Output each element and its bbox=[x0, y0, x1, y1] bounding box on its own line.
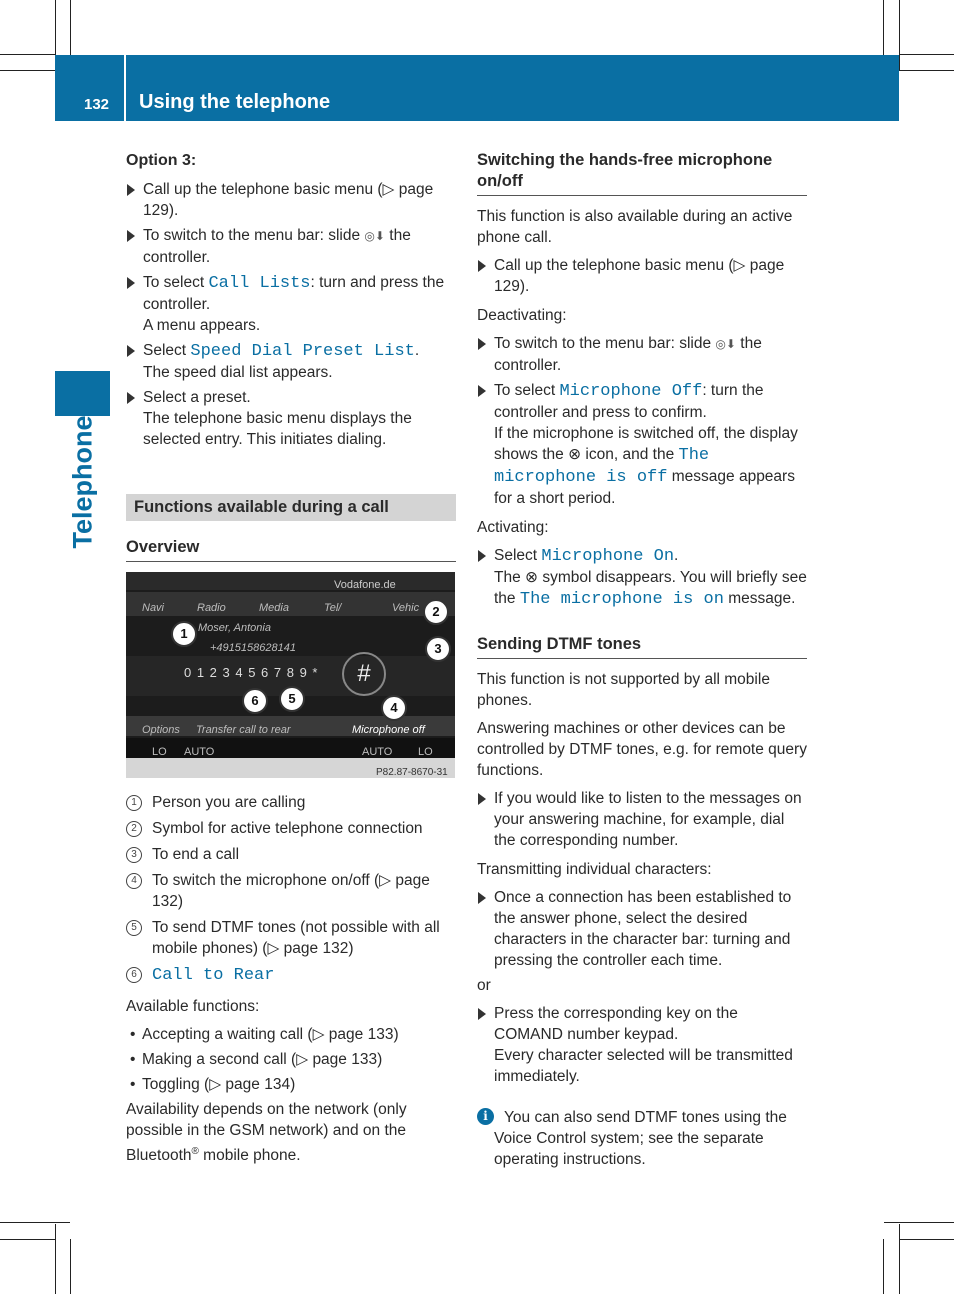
legend-number: 3 bbox=[126, 847, 142, 863]
callout-marker: 1 bbox=[171, 621, 197, 647]
section-heading-box: Functions available during a call bbox=[126, 494, 456, 521]
triangle-bullet-icon bbox=[478, 793, 486, 805]
step-item: Select Microphone On. The ⊗ symbol disappears. You will briefly see the The microphone is on message. bbox=[477, 545, 807, 610]
legend-number: 4 bbox=[126, 873, 142, 889]
availability-paragraph: Availability depends on the network (only possible in the GSM network) and on the Bluetooth® mobile phone. bbox=[126, 1101, 407, 1165]
activating-label: Activating: bbox=[477, 519, 549, 536]
callout-marker: 6 bbox=[242, 688, 268, 714]
step-item: Select Speed Dial Preset List. The speed dial list appears. bbox=[126, 340, 456, 383]
info-note: i You can also send DTMF tones using the Voice Control system; see the separate operating instructions. bbox=[477, 1107, 807, 1170]
menu-item-name: Call Lists bbox=[208, 274, 311, 293]
intro-paragraph: This function is also available during an active phone call. bbox=[477, 208, 793, 246]
crop-mark bbox=[55, 1224, 56, 1294]
menu-item-name: Speed Dial Preset List bbox=[190, 342, 415, 361]
figure-code: P82.87-8670-31 bbox=[376, 767, 448, 778]
bullet-item: • Making a second call (▷ page 133) bbox=[130, 1051, 383, 1068]
crop-mark bbox=[0, 1222, 70, 1223]
microphone-off-icon: ⊗ bbox=[568, 446, 582, 463]
step-item: To switch to the menu bar: slide ◎⬇ the controller. bbox=[477, 333, 807, 376]
hash-key-icon: # bbox=[342, 652, 386, 696]
available-functions-label: Available functions: bbox=[126, 998, 260, 1015]
contact-number: +4915158628141 bbox=[210, 642, 296, 654]
menu-options: Options bbox=[142, 724, 180, 736]
climate-right-mode: AUTO bbox=[362, 746, 393, 758]
option3-heading: Option 3: bbox=[126, 152, 197, 169]
step-item: If you would like to listen to the messages on your answering machine, for example, dial the corresponding number. bbox=[477, 788, 807, 851]
triangle-bullet-icon bbox=[127, 392, 135, 404]
keypad-digits: 0 1 2 3 4 5 6 7 8 9 * bbox=[184, 665, 319, 680]
legend-number: 1 bbox=[126, 795, 142, 811]
legend-item: 5 To send DTMF tones (not possible with all mobile phones) (▷ page 132) bbox=[126, 917, 456, 959]
legend-item: 2 Symbol for active telephone connection bbox=[126, 818, 456, 839]
right-column bbox=[477, 150, 807, 1170]
legend-item: 1 Person you are calling bbox=[126, 792, 456, 813]
legend-number: 5 bbox=[126, 920, 142, 936]
step-item: Press the corresponding key on the COMAND number keypad. Every character selected will be transmitted immediately. bbox=[477, 1003, 807, 1087]
crop-mark bbox=[899, 1224, 900, 1294]
crop-mark bbox=[70, 0, 71, 55]
climate-left-mode: AUTO bbox=[184, 746, 215, 758]
crop-mark bbox=[884, 1222, 954, 1223]
step-item: Once a connection has been established to the answer phone, select the desired characters in the character bar: turning and pressing the controller each time. bbox=[477, 887, 807, 971]
crop-mark bbox=[70, 1239, 71, 1294]
step-item: Call up the telephone basic menu (▷ page 129). bbox=[126, 179, 456, 221]
step-item: To switch to the menu bar: slide ◎⬇ the controller. bbox=[126, 225, 456, 268]
triangle-bullet-icon bbox=[478, 338, 486, 350]
triangle-bullet-icon bbox=[127, 277, 135, 289]
bullet-item: • Accepting a waiting call (▷ page 133) bbox=[130, 1026, 399, 1043]
legend-item: 3 To end a call bbox=[126, 844, 456, 865]
callout-marker: 4 bbox=[381, 695, 407, 721]
crop-mark bbox=[899, 1239, 954, 1240]
overview-heading: Overview bbox=[126, 537, 456, 562]
side-tab-marker bbox=[55, 371, 110, 416]
controller-slide-icon: ◎⬇ bbox=[715, 337, 736, 351]
status-bar bbox=[126, 572, 455, 590]
crop-mark bbox=[0, 1239, 55, 1240]
step-item: To select Call Lists: turn and press the controller. A menu appears. bbox=[126, 272, 456, 336]
display-message: The microphone is off bbox=[494, 446, 710, 487]
side-tab-label: Telephone bbox=[67, 415, 98, 549]
deactivating-label: Deactivating: bbox=[477, 307, 567, 324]
display-message: The microphone is on bbox=[519, 590, 724, 609]
crop-mark bbox=[899, 0, 900, 70]
menu-radio: Radio bbox=[197, 602, 226, 614]
triangle-bullet-icon bbox=[127, 230, 135, 242]
dtmf-heading: Sending DTMF tones bbox=[477, 634, 807, 659]
climate-left-temp: LO bbox=[152, 746, 167, 758]
climate-right-temp: LO bbox=[418, 746, 433, 758]
microphone-off-icon: ⊗ bbox=[525, 569, 539, 586]
step-item: Select a preset. The telephone basic menu displays the selected entry. This initiates dialing. bbox=[126, 387, 456, 450]
microphone-heading: Switching the hands-free microphone on/off bbox=[477, 150, 807, 196]
page-number: 132 bbox=[84, 96, 110, 113]
crop-mark bbox=[899, 54, 954, 55]
triangle-bullet-icon bbox=[478, 892, 486, 904]
crop-mark bbox=[883, 0, 884, 55]
left-column bbox=[126, 150, 456, 1173]
page-title: Using the telephone bbox=[139, 91, 331, 113]
or-label: or bbox=[477, 977, 491, 994]
triangle-bullet-icon bbox=[127, 345, 135, 357]
triangle-bullet-icon bbox=[478, 385, 486, 397]
legend-number: 6 bbox=[126, 967, 142, 983]
menu-tel: Tel/ bbox=[324, 602, 342, 614]
triangle-bullet-icon bbox=[478, 1008, 486, 1020]
menu-transfer-call: Transfer call to rear bbox=[196, 724, 291, 736]
menu-microphone-off: Microphone off bbox=[352, 724, 425, 736]
comand-display-illustration bbox=[126, 572, 455, 778]
legend-item: 4 To switch the microphone on/off (▷ page 132) bbox=[126, 870, 456, 912]
legend-number: 2 bbox=[126, 821, 142, 837]
menu-vehicle: Vehic bbox=[392, 602, 420, 614]
legend-item: 6 Call to Rear bbox=[126, 964, 456, 986]
callout-marker: 5 bbox=[279, 686, 305, 712]
menu-media: Media bbox=[259, 602, 289, 614]
step-item: To select Microphone Off: turn the controller and press to confirm. If the microphone is switched off, the display shows the ⊗ icon, and the The microphone is off message appears for a short period. bbox=[477, 380, 807, 509]
step-item: Call up the telephone basic menu (▷ page 129). bbox=[477, 255, 807, 297]
crop-mark bbox=[883, 1239, 884, 1294]
dtmf-paragraph: Answering machines or other devices can be controlled by DTMF tones, e.g. for remote query functions. bbox=[477, 720, 807, 779]
header-separator bbox=[124, 55, 126, 121]
climate-bar bbox=[126, 738, 455, 758]
bullet-item: • Toggling (▷ page 134) bbox=[130, 1076, 296, 1093]
triangle-bullet-icon bbox=[478, 550, 486, 562]
crop-mark bbox=[0, 54, 55, 55]
transmit-label: Transmitting individual characters: bbox=[477, 861, 712, 878]
dtmf-paragraph: This function is not supported by all mobile phones. bbox=[477, 671, 770, 709]
callout-marker: 2 bbox=[423, 599, 449, 625]
menu-item-name: Microphone On bbox=[541, 547, 675, 566]
carrier-label: Vodafone.de bbox=[334, 579, 396, 591]
triangle-bullet-icon bbox=[478, 260, 486, 272]
controller-slide-icon: ◎⬇ bbox=[364, 229, 385, 243]
info-icon: i bbox=[477, 1108, 494, 1125]
contact-name: Moser, Antonia bbox=[198, 622, 271, 634]
menu-navi: Navi bbox=[142, 602, 165, 614]
menu-item-name: Microphone Off bbox=[559, 382, 703, 401]
callout-marker: 3 bbox=[425, 636, 451, 662]
triangle-bullet-icon bbox=[127, 184, 135, 196]
